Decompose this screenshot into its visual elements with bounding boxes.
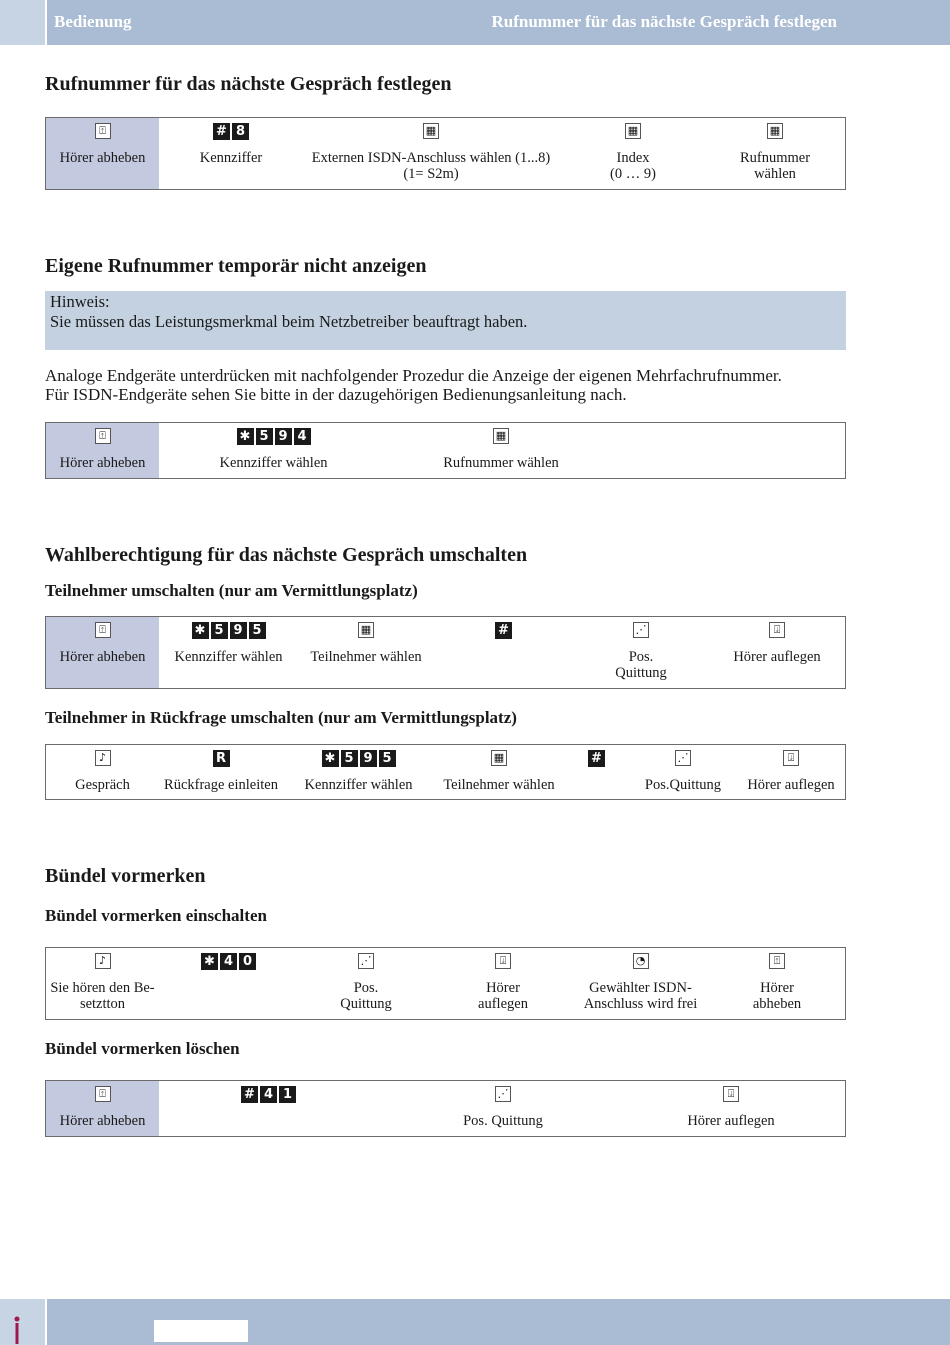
step: [426, 423, 576, 478]
key-sequence: [201, 428, 346, 445]
step: [226, 1081, 311, 1136]
key-9-icon: 9: [275, 428, 292, 445]
step: [201, 423, 346, 478]
handset-down-icon: ⍗: [783, 750, 799, 766]
key-9-icon: 9: [230, 622, 247, 639]
keypad-icon: ▦: [491, 750, 507, 766]
step-label: Externen ISDN-Anschluss wählen (1...8): [311, 150, 551, 166]
confirm-tone-icon: ⋰: [358, 953, 374, 969]
step: [715, 118, 835, 189]
section2-procedure: [45, 422, 846, 479]
page-number-box: [154, 1320, 248, 1342]
key-5-icon: 5: [211, 622, 228, 639]
section3-heading: Wahlberechtigung für das nächste Gespräch umschalten: [45, 544, 528, 566]
note-box: [45, 291, 846, 350]
note-text: Sie müssen das Leistungsmerkmal beim Netzbetreiber beauftragt haben.: [50, 312, 528, 331]
key-hash-icon: #: [213, 123, 230, 140]
step-label: Hörer auflegen: [733, 649, 821, 665]
header-tab: [0, 0, 45, 45]
step: [722, 617, 832, 688]
key-0-icon: 0: [239, 953, 256, 970]
step: [46, 118, 159, 189]
confirm-tone-icon: ⋰: [495, 1086, 511, 1102]
key-sequence: [226, 1086, 311, 1103]
step: [161, 745, 281, 799]
key-hash-icon: #: [241, 1086, 258, 1103]
step-label-line2: Quittung: [615, 665, 667, 681]
handset-down-icon: ⍗: [495, 953, 511, 969]
keypad-icon: ▦: [358, 622, 374, 638]
key-4-icon: 4: [220, 953, 237, 970]
step: [166, 118, 296, 189]
step-label-line2: auflegen: [478, 996, 528, 1012]
handset-lift-icon: ⍐: [95, 622, 111, 638]
call-icon: ♪: [95, 750, 111, 766]
key-5-icon: 5: [256, 428, 273, 445]
key-sequence: [166, 622, 291, 639]
step: [296, 745, 421, 799]
step-label: Gewählter ISDN-: [589, 980, 692, 996]
step: [666, 1081, 796, 1136]
step-label-line2: setztton: [79, 996, 126, 1012]
note-title: Hinweis:: [50, 292, 110, 311]
step: [443, 1081, 563, 1136]
step: [186, 948, 271, 1019]
step-label: Index: [616, 150, 650, 166]
step-label: Pos. Quittung: [463, 1113, 543, 1129]
keypad-icon: ▦: [625, 123, 641, 139]
header-section-title: Bedienung: [54, 12, 132, 31]
step-label: Sie hören den Be-: [50, 980, 155, 996]
step-label: Hörer auflegen: [747, 777, 835, 793]
handset-lift-icon: ⍐: [95, 1086, 111, 1102]
step: [321, 948, 411, 1019]
key-star-icon: ✱: [192, 622, 209, 639]
section4-procedure-2: [45, 1080, 846, 1137]
handset-down-icon: ⍗: [723, 1086, 739, 1102]
key-8-icon: 8: [232, 123, 249, 140]
step: [736, 745, 846, 799]
handset-lift-icon: ⍐: [769, 953, 785, 969]
keypad-icon: ▦: [423, 123, 439, 139]
key-sequence: [186, 953, 271, 970]
key-star-icon: ✱: [237, 428, 254, 445]
handset-lift-icon: ⍐: [95, 428, 111, 444]
section1-procedure: [45, 117, 846, 190]
page-footer: [0, 1299, 950, 1345]
step: [301, 118, 561, 189]
step-label: Rückfrage einleiten: [164, 777, 278, 793]
step: [732, 948, 822, 1019]
section4-procedure-1: [45, 947, 846, 1020]
step-label: Hörer: [760, 980, 794, 996]
step: [573, 118, 693, 189]
paragraph-line: Analoge Endgeräte unterdrücken mit nachfolgender Prozedur die Anzeige der eigenen Mehrfachrufnummer.: [45, 366, 782, 385]
key-5-icon: 5: [341, 750, 358, 767]
section4-heading: Bündel vormerken: [45, 865, 206, 887]
key-9-icon: 9: [360, 750, 377, 767]
keypad-icon: ▦: [493, 428, 509, 444]
handset-down-icon: ⍗: [769, 622, 785, 638]
step-label-line2: (0 … 9): [610, 166, 656, 182]
paragraph-line: Für ISDN-Endgeräte sehen Sie bitte in der dazugehörigen Bedienungsanleitung nach.: [45, 385, 627, 404]
footer-divider: [45, 1299, 47, 1345]
step-label: Hörer abheben: [59, 1113, 146, 1129]
step-label: Pos.: [353, 980, 379, 996]
key-4-icon: 4: [260, 1086, 277, 1103]
step: [46, 1081, 159, 1136]
step-label: Teilnehmer wählen: [443, 777, 555, 793]
footer-tab: [0, 1299, 45, 1345]
key-4-icon: 4: [294, 428, 311, 445]
step-label: Pos.Quittung: [644, 777, 722, 793]
step: [166, 617, 291, 688]
key-hash-icon: #: [495, 622, 512, 639]
step-label: Rufnummer: [739, 150, 811, 166]
step: [554, 745, 639, 799]
keypad-icon: ▦: [767, 123, 783, 139]
section2-heading: Eigene Rufnummer temporär nicht anzeigen: [45, 255, 427, 277]
step: [46, 423, 159, 478]
key-5-icon: 5: [379, 750, 396, 767]
step: [434, 745, 564, 799]
step-label: Hörer abheben: [59, 150, 146, 166]
ring-icon: ◔: [633, 953, 649, 969]
section3-subheading-1: Teilnehmer umschalten (nur am Vermittlungsplatz): [45, 581, 418, 600]
handset-lift-icon: ⍐: [95, 123, 111, 139]
step-label-line2: abheben: [752, 996, 802, 1012]
step-label: Hörer abheben: [59, 649, 146, 665]
step: [46, 617, 159, 688]
step: [573, 948, 708, 1019]
busy-tone-icon: ♪: [95, 953, 111, 969]
step-label: Kennziffer wählen: [304, 777, 413, 793]
section3-procedure-2: [45, 744, 846, 800]
header-divider: [45, 0, 47, 45]
paragraph: [45, 366, 865, 404]
key-star-icon: ✱: [322, 750, 339, 767]
header-page-title: Rufnummer für das nächste Gespräch festlegen: [491, 12, 837, 31]
confirm-tone-icon: ⋰: [675, 750, 691, 766]
key-1-icon: 1: [279, 1086, 296, 1103]
step-label: Hörer: [486, 980, 520, 996]
key-sequence: [166, 123, 296, 140]
step: [596, 617, 686, 688]
step-label: Hörer auflegen: [687, 1113, 775, 1129]
step: [46, 948, 159, 1019]
key-sequence: [296, 750, 421, 767]
step-label-line2: (1= S2m): [403, 166, 459, 182]
step-label: Pos.: [628, 649, 654, 665]
step-label-line2: Quittung: [340, 996, 392, 1012]
step: [461, 617, 546, 688]
step-label: Hörer abheben: [59, 455, 146, 471]
step-label: Kennziffer wählen: [219, 455, 328, 471]
step: [46, 745, 159, 799]
key-r-icon: R: [213, 750, 230, 767]
section4-subheading-1: Bündel vormerken einschalten: [45, 906, 267, 925]
step-label-line2: Anschluss wird frei: [583, 996, 698, 1012]
section3-procedure-1: [45, 616, 846, 689]
step-label: Gespräch: [75, 777, 130, 793]
step-label: Kennziffer: [199, 150, 263, 166]
info-marker-icon: [12, 1316, 22, 1344]
step: [458, 948, 548, 1019]
key-star-icon: ✱: [201, 953, 218, 970]
step: [633, 745, 733, 799]
step-label-line2: wählen: [754, 166, 796, 182]
step-label: Rufnummer wählen: [443, 455, 559, 471]
section3-subheading-2: Teilnehmer in Rückfrage umschalten (nur am Vermittlungsplatz): [45, 708, 517, 727]
key-hash-icon: #: [588, 750, 605, 767]
section4-subheading-2: Bündel vormerken löschen: [45, 1039, 240, 1058]
section1-heading: Rufnummer für das nächste Gespräch festlegen: [45, 73, 452, 95]
confirm-tone-icon: ⋰: [633, 622, 649, 638]
page-header: [0, 0, 950, 45]
step: [301, 617, 431, 688]
step-label: Teilnehmer wählen: [310, 649, 422, 665]
step-label: Kennziffer wählen: [174, 649, 283, 665]
key-5-icon: 5: [249, 622, 266, 639]
